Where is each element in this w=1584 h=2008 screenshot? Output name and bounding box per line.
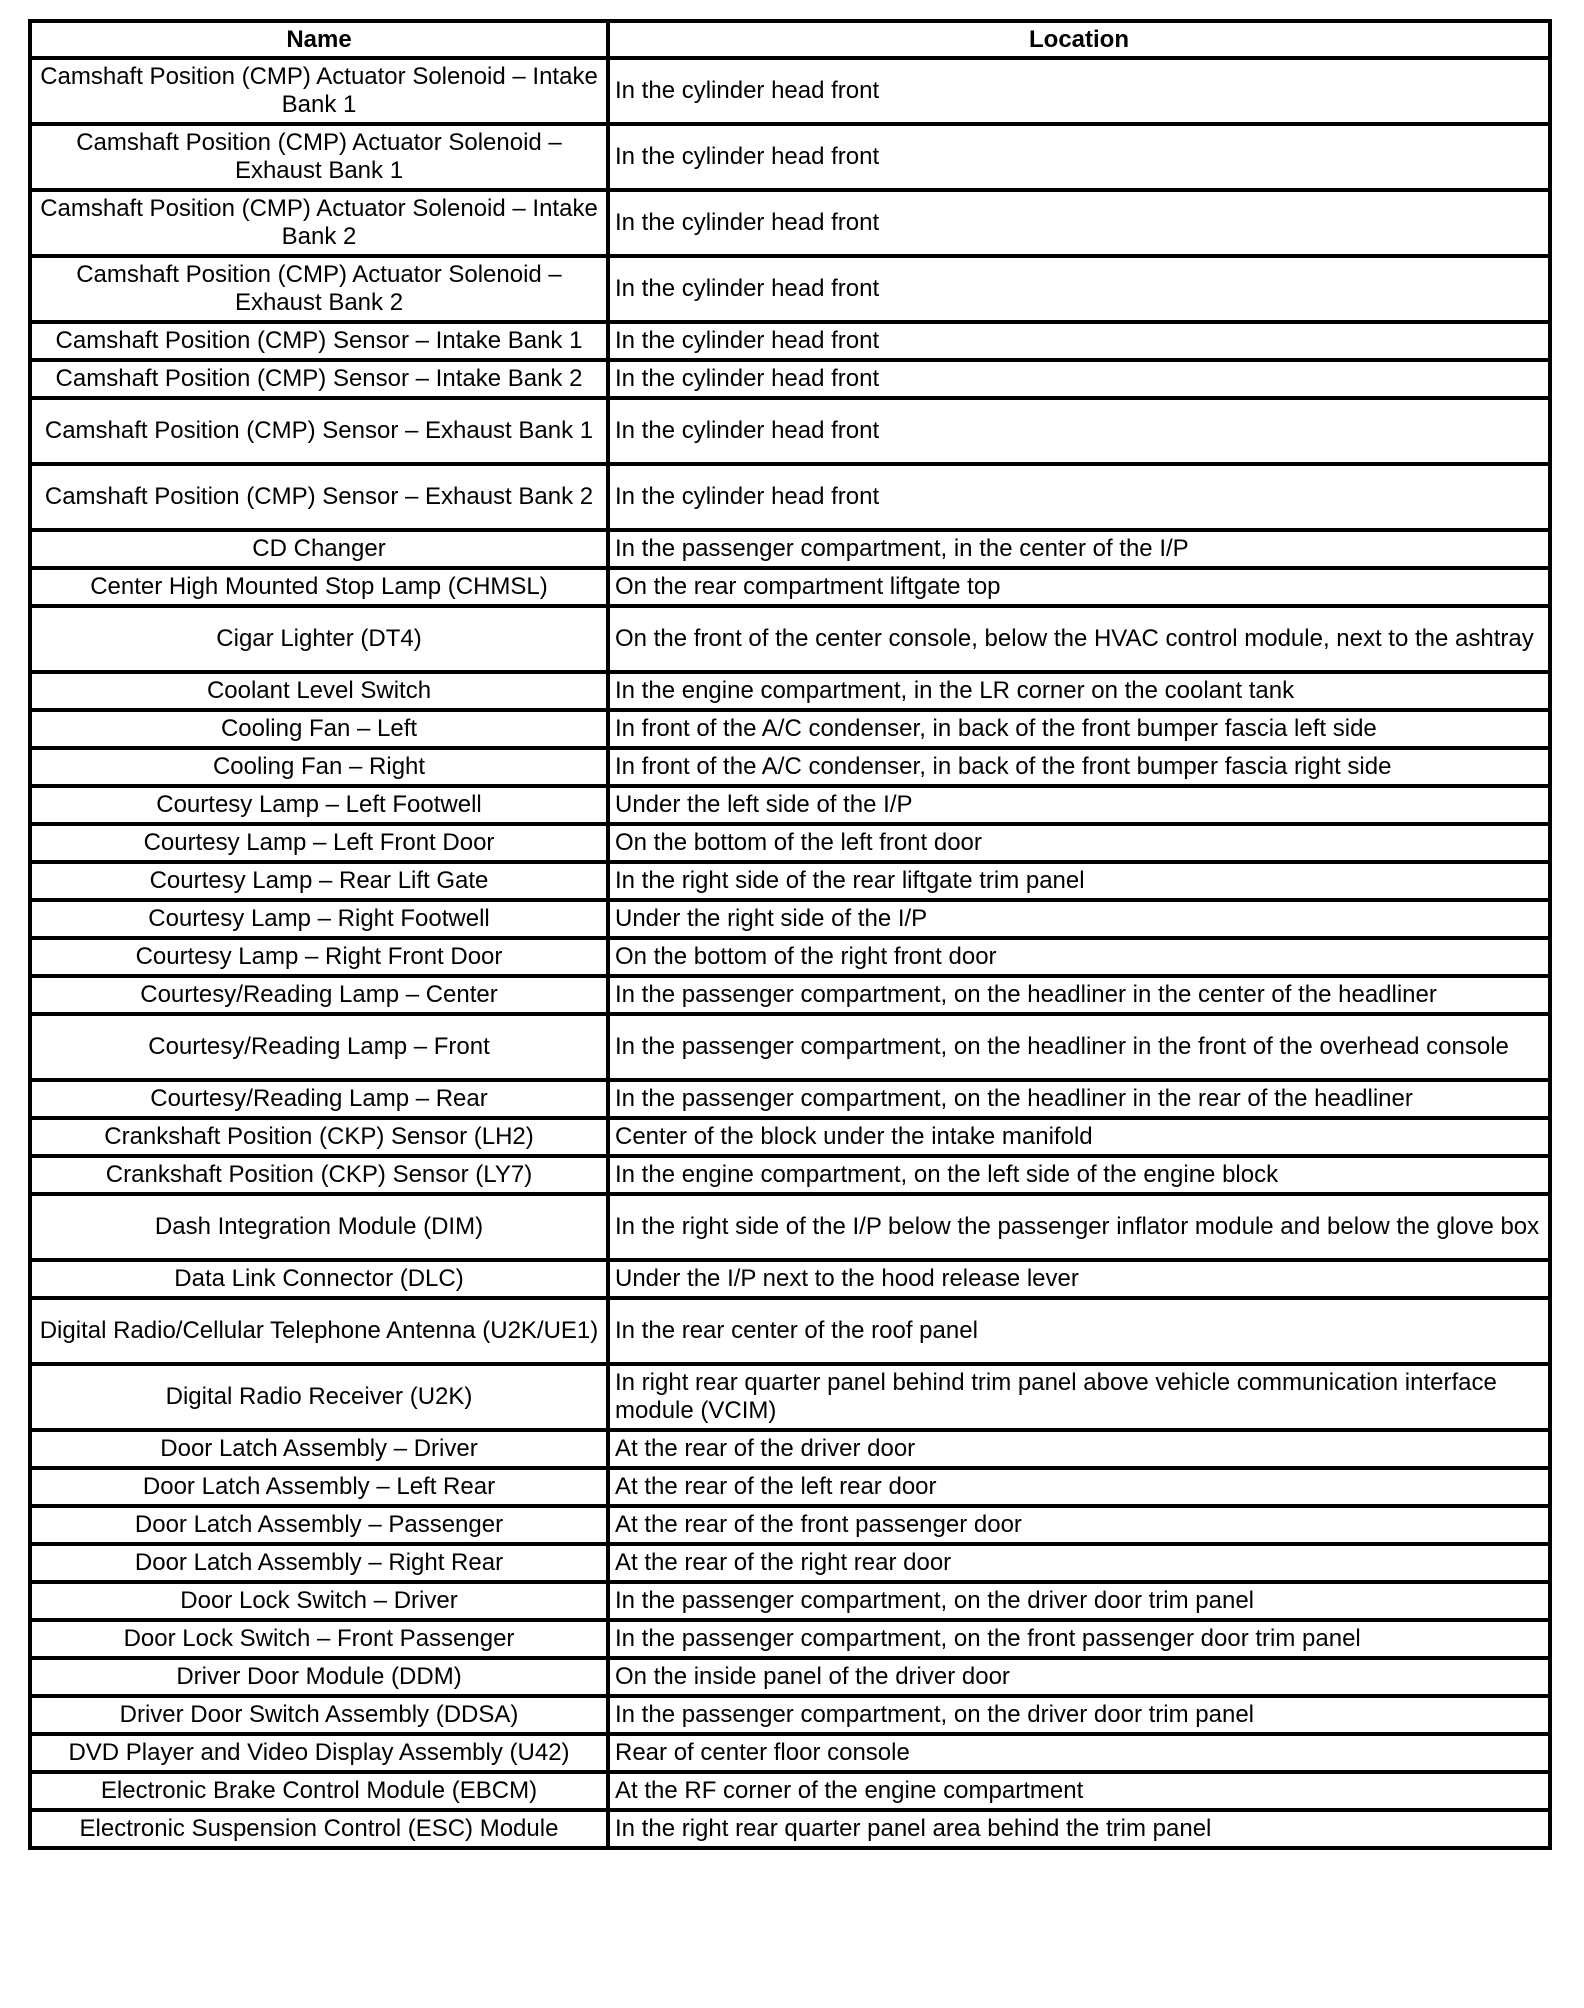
component-location-cell: In the cylinder head front (608, 256, 1550, 322)
table-row (30, 1506, 1550, 1544)
component-location-cell: On the front of the center console, below the HVAC control module, next to the ashtray (608, 606, 1550, 672)
table-row (30, 464, 1550, 530)
component-location-cell: Under the I/P next to the hood release lever (608, 1260, 1550, 1298)
table-row (30, 190, 1550, 256)
table-row (30, 748, 1550, 786)
table-row (30, 672, 1550, 710)
component-location-cell: In the cylinder head front (608, 322, 1550, 360)
component-name-cell: Camshaft Position (CMP) Sensor – Intake Bank 2 (30, 360, 608, 398)
component-name-cell: Courtesy Lamp – Right Front Door (30, 938, 608, 976)
component-location-cell: On the rear compartment liftgate top (608, 568, 1550, 606)
table-row (30, 530, 1550, 568)
table-row (30, 976, 1550, 1014)
component-name-cell: Door Latch Assembly – Right Rear (30, 1544, 608, 1582)
component-location-cell: On the bottom of the right front door (608, 938, 1550, 976)
table-row (30, 1772, 1550, 1810)
column-header-name: Name (30, 21, 608, 58)
table-row (30, 398, 1550, 464)
component-location-cell: On the bottom of the left front door (608, 824, 1550, 862)
component-name-cell: Crankshaft Position (CKP) Sensor (LH2) (30, 1118, 608, 1156)
component-name-cell: Door Lock Switch – Front Passenger (30, 1620, 608, 1658)
component-name-cell: Driver Door Switch Assembly (DDSA) (30, 1696, 608, 1734)
component-name-cell: Camshaft Position (CMP) Actuator Solenoid – Intake Bank 2 (30, 190, 608, 256)
table-row (30, 1260, 1550, 1298)
header-row (30, 21, 1550, 58)
component-name-cell: Courtesy/Reading Lamp – Rear (30, 1080, 608, 1118)
component-name-cell: Driver Door Module (DDM) (30, 1658, 608, 1696)
component-location-cell: At the rear of the left rear door (608, 1468, 1550, 1506)
component-location-cell: In the cylinder head front (608, 190, 1550, 256)
table-row (30, 1658, 1550, 1696)
table-row (30, 1298, 1550, 1364)
component-location-cell: In the right rear quarter panel area behind the trim panel (608, 1810, 1550, 1848)
table-row (30, 1194, 1550, 1260)
component-location-cell: Rear of center floor console (608, 1734, 1550, 1772)
table-row (30, 1468, 1550, 1506)
component-name-cell: Center High Mounted Stop Lamp (CHMSL) (30, 568, 608, 606)
component-location-cell: In the engine compartment, on the left side of the engine block (608, 1156, 1550, 1194)
component-name-cell: Camshaft Position (CMP) Sensor – Intake Bank 1 (30, 322, 608, 360)
component-name-cell: Cigar Lighter (DT4) (30, 606, 608, 672)
component-location-cell: On the inside panel of the driver door (608, 1658, 1550, 1696)
component-location-cell: In the engine compartment, in the LR corner on the coolant tank (608, 672, 1550, 710)
component-name-cell: Courtesy Lamp – Left Front Door (30, 824, 608, 862)
component-name-cell: Door Lock Switch – Driver (30, 1582, 608, 1620)
table-body (30, 58, 1550, 1848)
component-location-cell: At the rear of the front passenger door (608, 1506, 1550, 1544)
component-name-cell: Dash Integration Module (DIM) (30, 1194, 608, 1260)
component-location-cell: Under the right side of the I/P (608, 900, 1550, 938)
component-name-cell: Courtesy/Reading Lamp – Center (30, 976, 608, 1014)
component-location-cell: In front of the A/C condenser, in back of the front bumper fascia left side (608, 710, 1550, 748)
table-row (30, 124, 1550, 190)
component-location-cell: At the RF corner of the engine compartment (608, 1772, 1550, 1810)
table-row (30, 360, 1550, 398)
table-row (30, 606, 1550, 672)
component-name-cell: Camshaft Position (CMP) Sensor – Exhaust Bank 1 (30, 398, 608, 464)
component-locator-table-wrapper (28, 19, 1548, 1850)
table-row (30, 58, 1550, 124)
table-row (30, 786, 1550, 824)
component-location-cell: In the passenger compartment, on the headliner in the front of the overhead console (608, 1014, 1550, 1080)
component-name-cell: Door Latch Assembly – Passenger (30, 1506, 608, 1544)
component-location-cell: In front of the A/C condenser, in back of the front bumper fascia right side (608, 748, 1550, 786)
component-location-cell: Under the left side of the I/P (608, 786, 1550, 824)
component-name-cell: Door Latch Assembly – Left Rear (30, 1468, 608, 1506)
component-name-cell: Camshaft Position (CMP) Actuator Solenoid – Intake Bank 1 (30, 58, 608, 124)
table-row (30, 1156, 1550, 1194)
component-name-cell: Courtesy Lamp – Rear Lift Gate (30, 862, 608, 900)
component-location-cell: In the passenger compartment, on the headliner in the rear of the headliner (608, 1080, 1550, 1118)
table-row (30, 1696, 1550, 1734)
table-row (30, 1118, 1550, 1156)
component-location-cell: In the cylinder head front (608, 360, 1550, 398)
component-name-cell: Camshaft Position (CMP) Actuator Solenoid – Exhaust Bank 2 (30, 256, 608, 322)
table-row (30, 1014, 1550, 1080)
table-row (30, 256, 1550, 322)
component-location-cell: In the right side of the I/P below the passenger inflator module and below the glove box (608, 1194, 1550, 1260)
component-name-cell: Crankshaft Position (CKP) Sensor (LY7) (30, 1156, 608, 1194)
component-name-cell: Camshaft Position (CMP) Actuator Solenoid – Exhaust Bank 1 (30, 124, 608, 190)
component-name-cell: Cooling Fan – Right (30, 748, 608, 786)
component-name-cell: Courtesy/Reading Lamp – Front (30, 1014, 608, 1080)
component-location-cell: In right rear quarter panel behind trim panel above vehicle communication interface module (VCIM) (608, 1364, 1550, 1430)
component-name-cell: Camshaft Position (CMP) Sensor – Exhaust Bank 2 (30, 464, 608, 530)
table-row (30, 900, 1550, 938)
table-row (30, 1734, 1550, 1772)
component-location-cell: In the cylinder head front (608, 58, 1550, 124)
component-location-cell: Center of the block under the intake manifold (608, 1118, 1550, 1156)
table-row (30, 710, 1550, 748)
component-location-cell: In the rear center of the roof panel (608, 1298, 1550, 1364)
table-row (30, 862, 1550, 900)
component-name-cell: Digital Radio/Cellular Telephone Antenna (U2K/UE1) (30, 1298, 608, 1364)
table-row (30, 938, 1550, 976)
component-name-cell: Door Latch Assembly – Driver (30, 1430, 608, 1468)
table-row (30, 1620, 1550, 1658)
table-row (30, 1080, 1550, 1118)
table-row (30, 1430, 1550, 1468)
table-row (30, 1364, 1550, 1430)
component-name-cell: Digital Radio Receiver (U2K) (30, 1364, 608, 1430)
component-location-cell: In the cylinder head front (608, 464, 1550, 530)
component-location-cell: In the passenger compartment, in the center of the I/P (608, 530, 1550, 568)
component-location-cell: At the rear of the right rear door (608, 1544, 1550, 1582)
component-location-cell: In the passenger compartment, on the headliner in the center of the headliner (608, 976, 1550, 1014)
table-row (30, 824, 1550, 862)
component-name-cell: Coolant Level Switch (30, 672, 608, 710)
component-location-cell: In the passenger compartment, on the driver door trim panel (608, 1582, 1550, 1620)
component-location-cell: In the passenger compartment, on the driver door trim panel (608, 1696, 1550, 1734)
component-name-cell: Electronic Suspension Control (ESC) Module (30, 1810, 608, 1848)
component-locator-table (28, 19, 1552, 1850)
table-row (30, 1544, 1550, 1582)
component-name-cell: CD Changer (30, 530, 608, 568)
column-header-location: Location (608, 21, 1550, 58)
component-location-cell: At the rear of the driver door (608, 1430, 1550, 1468)
component-name-cell: Courtesy Lamp – Right Footwell (30, 900, 608, 938)
component-location-cell: In the right side of the rear liftgate trim panel (608, 862, 1550, 900)
component-location-cell: In the passenger compartment, on the front passenger door trim panel (608, 1620, 1550, 1658)
table-row (30, 568, 1550, 606)
component-name-cell: Courtesy Lamp – Left Footwell (30, 786, 608, 824)
component-name-cell: DVD Player and Video Display Assembly (U42) (30, 1734, 608, 1772)
component-name-cell: Cooling Fan – Left (30, 710, 608, 748)
component-location-cell: In the cylinder head front (608, 398, 1550, 464)
component-location-cell: In the cylinder head front (608, 124, 1550, 190)
table-header (30, 21, 1550, 58)
component-name-cell: Data Link Connector (DLC) (30, 1260, 608, 1298)
table-row (30, 322, 1550, 360)
component-name-cell: Electronic Brake Control Module (EBCM) (30, 1772, 608, 1810)
table-row (30, 1810, 1550, 1848)
table-row (30, 1582, 1550, 1620)
